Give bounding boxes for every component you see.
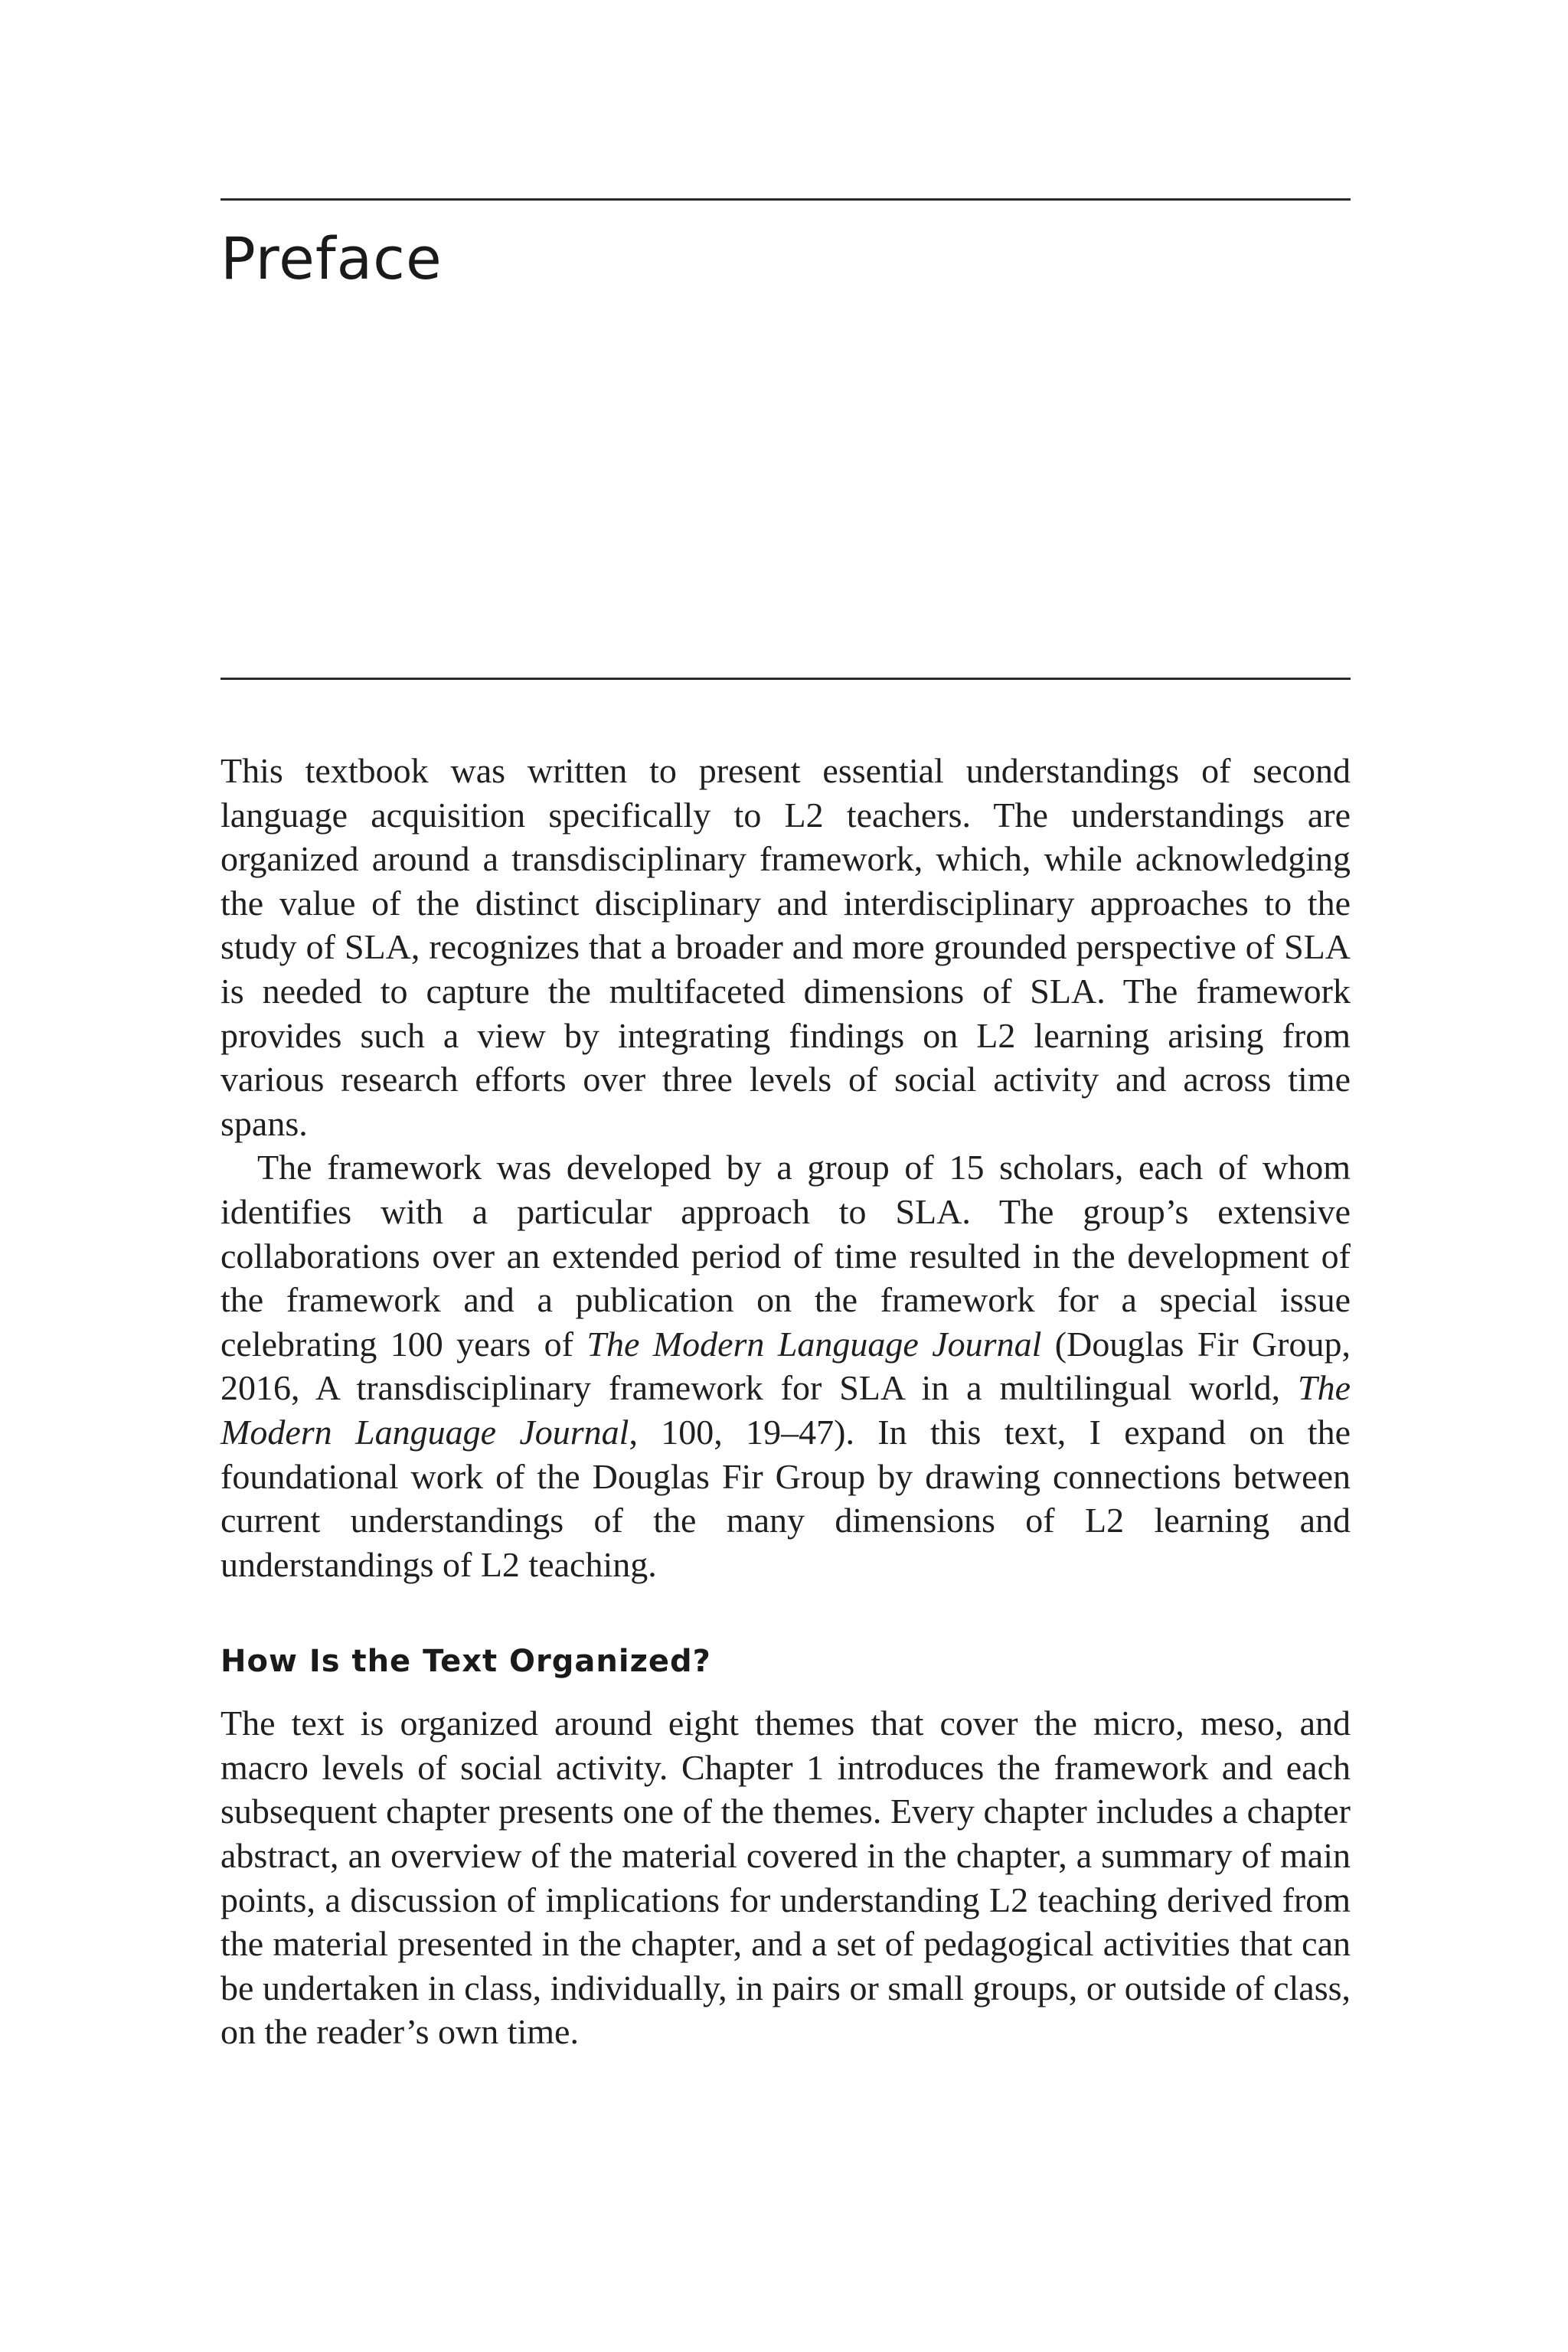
top-rule bbox=[220, 198, 1351, 201]
paragraph-1-text: This textbook was written to present essential understandings of second language acquisition specifically to L2 teachers. The understandings are organized around a transdisciplinary framework, which, while acknowledging the value of the distinct disciplinary and interdisciplinary approaches to the study of SLA, recognizes that a broader and more grounded perspective of SLA is needed to capture the multifaceted dimensions of SLA. The framework provides such a view by integrating findings on L2 learning arising from various research efforts over three levels of social activity and across time spans. bbox=[220, 751, 1351, 1143]
paragraph-2-text: (Douglas Fir Group, 2016, A transdisciplinary framework for SLA in a multilingual world, bbox=[220, 1324, 1351, 1408]
journal-title: The Modern Language Journal bbox=[586, 1324, 1042, 1364]
paragraph-2 bbox=[220, 1145, 1351, 1586]
body-text bbox=[220, 749, 1351, 2054]
title-bottom-rule bbox=[220, 678, 1351, 680]
section-paragraph: The text is organized around eight themes that cover the micro, meso, and macro levels of social activity. Chapter 1 introduces the framework and each subsequent chapter presents one of the themes. Every chapter includes a chapter abstract, an overview of the material covered in the chapter, a summary of main points, a discussion of implications for understanding L2 teaching derived from the material presented in the chapter, and a set of pedagogical activities that can be undertaken in class, individually, in pairs or small groups, or outside of class, on the reader’s own time. bbox=[220, 1704, 1351, 2052]
paragraph-2-text: , 100, 19–47). In this text, I expand on the foundational work of the Douglas Fir Group by drawing connections between current understandings of the many dimensions of L2 learning and understandings of L2 teaching. bbox=[220, 1412, 1351, 1584]
paragraph-1 bbox=[220, 749, 1351, 1145]
chapter-title: Preface bbox=[220, 224, 443, 292]
paragraph-2-text: The framework was developed by a group of 15 scholars, each of whom identifies with a particular approach to SLA. The group’s extensive collaborations over an extended period of time resulted in the development of the framework and a publication on the framework for a special issue celebrating 100 years of bbox=[220, 1148, 1351, 1364]
journal-title: The Modern Language Journal bbox=[220, 1368, 1351, 1452]
section-heading: How Is the Text Organized? bbox=[220, 1644, 711, 1680]
